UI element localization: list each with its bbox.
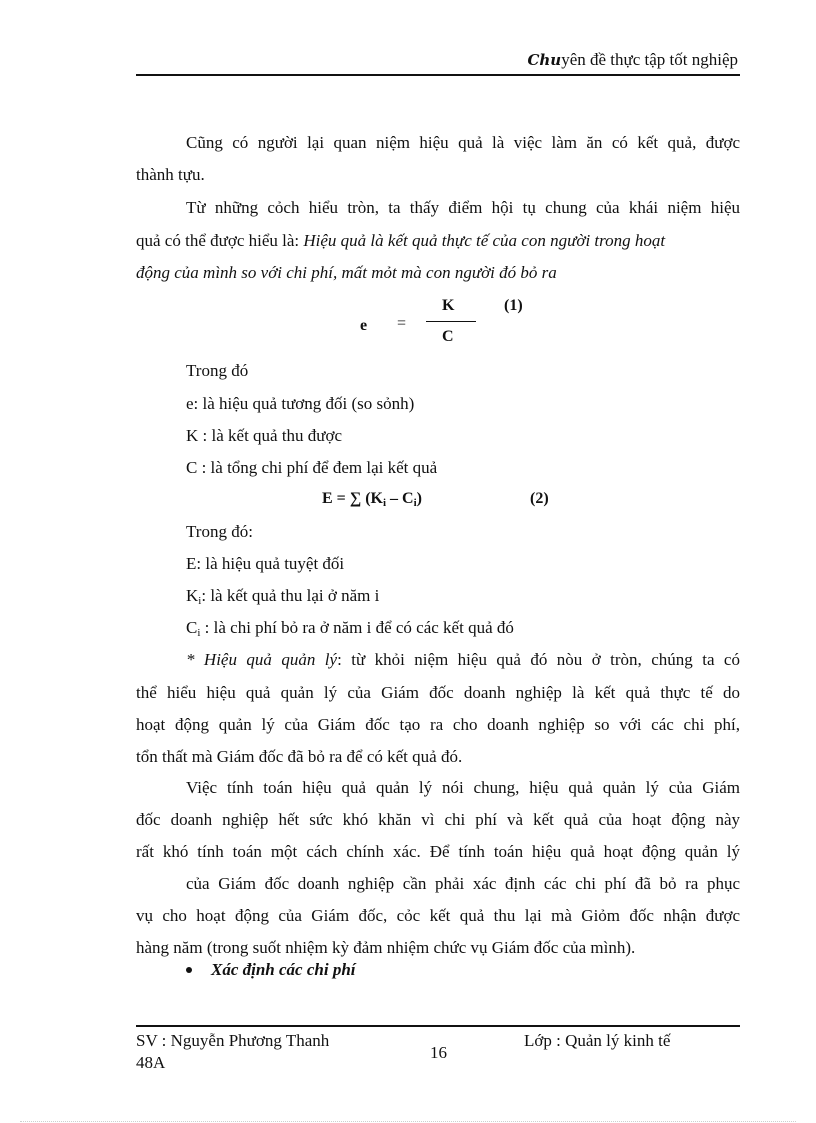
footer-student-line-1: SV : Nguyễn Phương Thanh bbox=[136, 1031, 330, 1050]
definition-c: C : là tổng chi phí để đem lại kết quả bbox=[186, 458, 438, 477]
formula-2-rhs: ) bbox=[416, 490, 422, 507]
paragraph-3-line-1 bbox=[186, 650, 740, 670]
definition-Ki-sub: i bbox=[198, 595, 202, 607]
header-title bbox=[527, 50, 738, 70]
definition-Ki-text: : là kết quả thu lại ở năm i bbox=[201, 586, 380, 605]
paragraph-4-line-4: của Giám đốc doanh nghiệp cần phải xác định các chi phí đã bỏ ra phục bbox=[186, 874, 740, 893]
definition-Ci-sub: i bbox=[197, 627, 201, 639]
paragraph-3-line-1-text: : từ khỏi niệm hiệu quả đó nòu ở tròn, chúng ta có bbox=[337, 650, 740, 669]
footer-class: Lớp : Quản lý kinh tế bbox=[524, 1031, 671, 1050]
definition-Ki bbox=[186, 586, 379, 607]
paragraph-4-line-3: rất khó tính toán một cách chính xác. Để tính toán hiệu quả hoạt động quản lý bbox=[136, 842, 740, 861]
bullet-icon bbox=[186, 967, 192, 973]
definition-Ci-base: C bbox=[186, 618, 198, 637]
definition-k: K : là kết quả thu được bbox=[186, 426, 343, 445]
formula-2-sub-1: i bbox=[382, 497, 387, 509]
footer-student-line-2: 48A bbox=[136, 1053, 166, 1072]
formula-2-lhs: E = ∑ (K bbox=[322, 490, 383, 507]
paragraph-4-line-1: Việc tính toán hiệu quả quản lý nói chung, hiệu quả quản lý của Giám bbox=[186, 778, 740, 797]
paragraph-4-line-5: vụ cho hoạt động của Giám đốc, cỏc kết quả thu lại mà Giỏm đốc nhận được bbox=[136, 906, 740, 925]
paragraph-1-line-1: Cũng có người lại quan niệm hiệu quả là việc làm ăn có kết quả, được bbox=[186, 133, 740, 152]
formula-1-fraction-bar bbox=[426, 321, 476, 322]
formula-1-denominator: C bbox=[442, 328, 454, 345]
formula-1-numerator: K bbox=[442, 297, 455, 314]
header-script-prefix: Chu bbox=[527, 51, 562, 69]
paragraph-2-line-2 bbox=[136, 231, 665, 251]
page-edge-dotted-line bbox=[20, 1121, 796, 1122]
paragraph-3-line-3: hoạt động quản lý của Giám đốc tạo ra cho doanh nghiệp so với các chi phí, bbox=[136, 715, 740, 734]
paragraph-2-definition: Hiệu quả là kết quả thực tế của con người trong hoạt bbox=[303, 231, 666, 250]
paragraph-2-plain: quả có thể được hiểu là: bbox=[136, 231, 304, 250]
paragraph-4-line-2: đốc doanh nghiệp hết sức khó khăn vì chi phí và kết quả của hoạt động này bbox=[136, 810, 740, 829]
paragraph-4-line-6: hàng năm (trong suốt nhiệm kỳ đảm nhiệm chức vụ Giám đốc của mình). bbox=[136, 938, 636, 957]
definition-Ci-text: : là chi phí bỏ ra ở năm i để có các kết quả đó bbox=[200, 618, 514, 637]
formula-1-equals: = bbox=[397, 315, 407, 332]
formula-2-mid: – C bbox=[386, 490, 414, 507]
formula-1-label: (1) bbox=[504, 297, 523, 314]
where-heading-2: Trong đó: bbox=[186, 522, 253, 541]
definition-E: E: là hiệu quả tuyệt đối bbox=[186, 554, 345, 573]
footer-rule bbox=[136, 1025, 740, 1027]
formula-2 bbox=[322, 490, 422, 509]
definition-Ci bbox=[186, 618, 514, 639]
paragraph-3-term: * Hiệu quả quản lý bbox=[186, 650, 338, 669]
header-title-text: yên đề thực tập tốt nghiệp bbox=[561, 50, 738, 69]
definition-Ki-base: K bbox=[186, 586, 199, 605]
formula-2-label: (2) bbox=[530, 490, 549, 507]
paragraph-1-line-2: thành tựu. bbox=[136, 165, 205, 184]
paragraph-3-line-2: thể hiểu hiệu quả quản lý của Giám đốc doanh nghiệp là kết quả thực tế do bbox=[136, 683, 740, 702]
paragraph-2-line-3: động của mình so với chi phí, mất mỏt mà con người đó bỏ ra bbox=[136, 263, 557, 282]
page-header bbox=[136, 48, 740, 76]
bullet-heading: Xác định các chi phí bbox=[211, 960, 356, 979]
formula-2-sub-2: i bbox=[413, 497, 417, 509]
paragraph-2-line-1: Từ những cỏch hiểu tròn, ta thấy điểm hội tụ chung của khái niệm hiệu bbox=[186, 198, 740, 217]
paragraph-3-line-4: tổn thất mà Giám đốc đã bỏ ra để có kết quả đó. bbox=[136, 747, 463, 766]
formula-1-lhs: e bbox=[360, 317, 368, 334]
where-heading-1: Trong đó bbox=[186, 361, 249, 380]
page-number: 16 bbox=[430, 1043, 447, 1062]
definition-e: e: là hiệu quả tương đối (so sỏnh) bbox=[186, 394, 415, 413]
